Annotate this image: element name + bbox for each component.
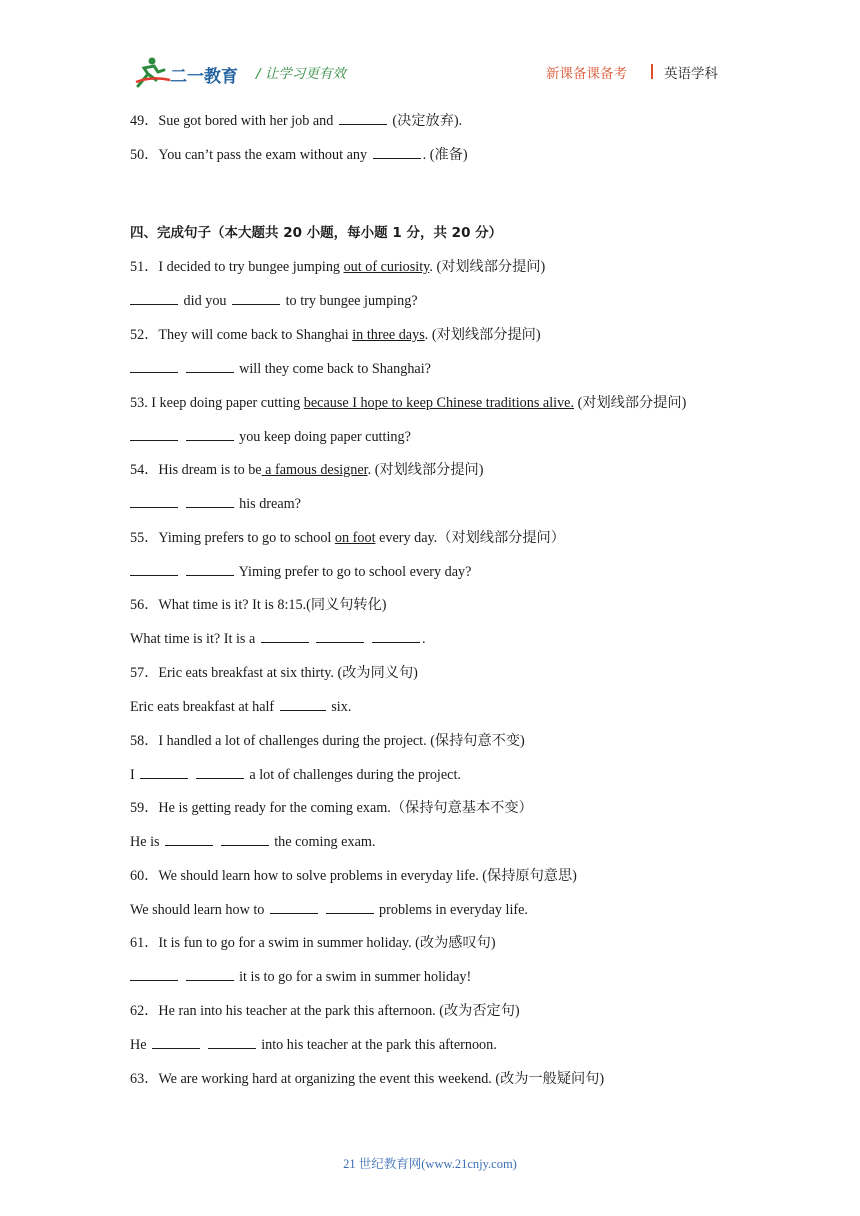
answer-text: Yiming prefer to go to school every day? <box>238 564 472 580</box>
question-63 <box>130 1070 604 1088</box>
answer-blank[interactable] <box>208 1036 256 1049</box>
question-hint: (决定放弃). <box>392 113 463 129</box>
question-56 <box>130 596 387 614</box>
answer-blank[interactable] <box>196 766 244 779</box>
question-text: 63．We are working hard at organizing the event this weekend. (改为一般疑问句) <box>130 1071 605 1087</box>
answer-blank[interactable] <box>186 563 234 576</box>
answer-blank[interactable] <box>140 766 188 779</box>
underlined-part: on foot <box>334 530 376 546</box>
answer-text: will they come back to Shanghai? <box>239 361 431 377</box>
answer-blank[interactable] <box>373 146 421 159</box>
answer-blank[interactable] <box>165 833 213 846</box>
answer-blank[interactable] <box>339 112 387 125</box>
answer-blank[interactable] <box>186 495 234 508</box>
answer-text: He <box>130 1037 147 1053</box>
question-hint: . (对划线部分提问) <box>367 462 484 478</box>
question-text: 49．Sue got bored with her job and <box>130 113 334 129</box>
answer-line-58 <box>130 766 461 784</box>
answer-text: problems in everyday life. <box>379 902 528 918</box>
question-51 <box>130 258 545 276</box>
question-62 <box>130 1002 520 1020</box>
underlined-part: because I hope to keep Chinese traditions alive. <box>303 395 575 411</box>
answer-blank[interactable] <box>130 428 178 441</box>
question-text: 55．Yiming prefers to go to school <box>130 530 335 546</box>
question-55 <box>130 529 565 547</box>
answer-text: He is <box>130 834 160 850</box>
answer-text: his dream? <box>239 496 301 512</box>
answer-line-53 <box>130 428 411 446</box>
question-text: 61．It is fun to go for a swim in summer holiday. (改为感叹句) <box>130 935 496 951</box>
question-49 <box>130 112 462 130</box>
question-53 <box>130 394 686 412</box>
question-text: 54．His dream is to be <box>130 462 262 478</box>
answer-text: did you <box>183 293 227 309</box>
answer-blank[interactable] <box>130 563 178 576</box>
svg-text:二一教育: 二一教育 <box>170 67 238 87</box>
answer-line-52 <box>130 360 431 378</box>
answer-text: you keep doing paper cutting? <box>239 429 411 445</box>
question-hint: every day.（对划线部分提问） <box>375 530 565 546</box>
header-subject-label: 英语学科 <box>664 66 718 82</box>
answer-blank[interactable] <box>130 292 178 305</box>
answer-line-59 <box>130 833 375 851</box>
question-text: 52．They will come back to Shanghai <box>130 327 353 343</box>
answer-blank[interactable] <box>326 901 374 914</box>
question-text: 62．He ran into his teacher at the park this afternoon. (改为否定句) <box>130 1003 520 1019</box>
question-59 <box>130 799 533 817</box>
question-61 <box>130 934 496 952</box>
answer-line-56 <box>130 630 425 648</box>
answer-blank[interactable] <box>130 495 178 508</box>
answer-text: What time is it? It is a <box>130 631 256 647</box>
answer-text: it is to go for a swim in summer holiday! <box>239 969 472 985</box>
answer-blank[interactable] <box>232 292 280 305</box>
answer-text: into his teacher at the park this afternoon. <box>261 1037 497 1053</box>
question-text: 51．I decided to try bungee jumping <box>130 259 344 275</box>
question-text: 57．Eric eats breakfast at six thirty. (改为同义句) <box>130 665 418 681</box>
answer-blank[interactable] <box>186 360 234 373</box>
answer-blank[interactable] <box>186 428 234 441</box>
underlined-part: in three days <box>352 327 425 343</box>
answer-blank[interactable] <box>261 630 309 643</box>
answer-blank[interactable] <box>130 968 178 981</box>
question-52 <box>130 326 541 344</box>
answer-blank[interactable] <box>316 630 364 643</box>
question-text: 59．He is getting ready for the coming exam.（保持句意基本不变） <box>130 800 533 816</box>
question-text: 53. I keep doing paper cutting <box>130 395 304 411</box>
answer-blank[interactable] <box>130 360 178 373</box>
answer-text: Eric eats breakfast at half <box>130 699 275 715</box>
answer-text: the coming exam. <box>274 834 376 850</box>
question-hint: . (对划线部分提问) <box>424 327 541 343</box>
answer-blank[interactable] <box>372 630 420 643</box>
answer-line-51 <box>130 292 418 310</box>
question-hint: . (准备) <box>422 147 468 163</box>
answer-blank[interactable] <box>270 901 318 914</box>
question-60 <box>130 867 577 885</box>
answer-line-60 <box>130 901 528 919</box>
question-58 <box>130 732 525 750</box>
answer-line-54 <box>130 495 301 513</box>
answer-text: a lot of challenges during the project. <box>249 767 461 783</box>
section-heading: 四、完成句子（本大题共 20 小题，每小题 1 分，共 20 分） <box>130 225 503 241</box>
question-54 <box>130 461 483 479</box>
page-header <box>0 0 860 100</box>
header-divider <box>651 64 653 79</box>
answer-blank[interactable] <box>186 968 234 981</box>
answer-text: six. <box>331 699 352 715</box>
answer-blank[interactable] <box>280 698 326 711</box>
answer-text: I <box>130 767 135 783</box>
answer-text: to try bungee jumping? <box>285 293 418 309</box>
underlined-part: a famous designer <box>261 462 368 478</box>
answer-line-57 <box>130 698 351 716</box>
question-hint: . (对划线部分提问) <box>429 259 546 275</box>
question-text: 56．What time is it? It is 8:15.(同义句转化) <box>130 597 387 613</box>
question-text: 58．I handled a lot of challenges during the project. (保持句意不变) <box>130 733 525 749</box>
answer-text: . <box>421 631 426 647</box>
question-text: 60．We should learn how to solve problems in everyday life. (保持原句意思) <box>130 868 577 884</box>
answer-line-62 <box>130 1036 497 1054</box>
question-text: 50．You can’t pass the exam without any <box>130 147 368 163</box>
answer-text: We should learn how to <box>130 902 265 918</box>
answer-line-61 <box>130 968 471 986</box>
underlined-part: out of curiosity <box>343 259 430 275</box>
answer-line-55 <box>130 563 471 581</box>
question-50 <box>130 146 468 164</box>
answer-blank[interactable] <box>221 833 269 846</box>
brand-logo <box>134 56 240 90</box>
page-footer: 21 世纪教育网(www.21cnjy.com) <box>343 1157 517 1171</box>
answer-blank[interactable] <box>152 1036 200 1049</box>
brand-slogan: / 让学习更有效 <box>256 66 346 82</box>
question-57 <box>130 664 418 682</box>
question-hint: (对划线部分提问) <box>574 395 687 411</box>
header-exam-label: 新课备课备考 <box>546 66 627 82</box>
